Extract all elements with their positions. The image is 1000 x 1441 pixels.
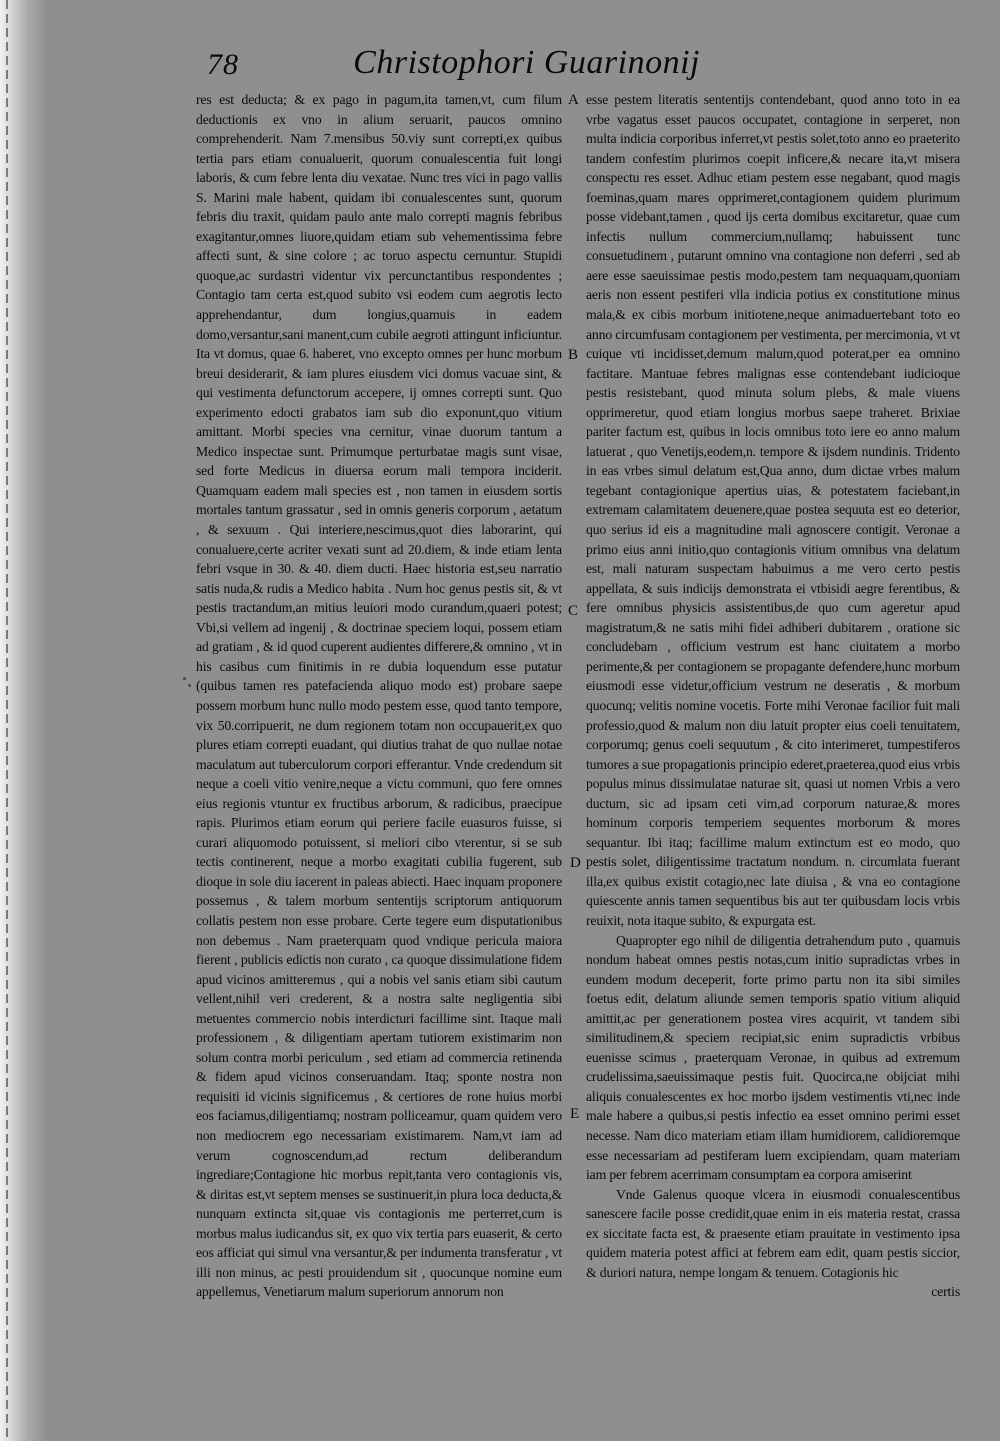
ink-fleck <box>188 684 191 687</box>
margin-marker-a: A <box>568 92 579 108</box>
right-text-column <box>586 90 960 1302</box>
catchword-line <box>586 1282 960 1302</box>
margin-marker-c: C <box>568 603 579 619</box>
left-column-paragraph: res est deducta; & ex pago in pagum,ita tamen,vt, cum filum deductionis ex vno in alium seruarit, paucos omnino comprehenderit. Nam 7.mensibus 50.viy sunt correpti,ex quibus tertia pars etiam conualuerit, quorum conualescentia fuit longi laboris, & cum febre lenta diu vexatae. Nunc tres vici in pago vallis S. Marini male habent, quidam ibi conualescentes sunt, quorum febris diu traxit, quidam paulo ante malo correpti magnis febribus exagitantur,omnes liuore,quidam etiam sub vehementissima febre affecti sunt, & sine colore ; ac toruo aspectu cernuntur. Stupidi quoque,ac surdastri videntur vix percunctantibus respondentes ; Contagio tam certa est,quod subito vsi eodem cum aegrotis lecto apprehendantur, dum longius,quamuis in eadem domo,versantur,sani manent,cum cubile aegroti attingunt inficiuntur. Ita vt domus, quae 6. haberet, vno excepto omnes per hunc morbum breui desiderarit, & iam plures eiusdem vici domus vacuae sint, & qui vestimenta defunctorum accepere, ij omnes correpti sunt. Quo experimento edocti grabatos iam sub dio exponunt,quo vitium amittant. Morbi species vna cernitur, vinae duorum tantum a Medico inspectae sunt. Primumque perturbatae magis sunt visae, sed forte Medicus in diuersa eorum mali tempora inciderit. Quamquam eadem mali species est , non tamen in eiusdem sortis mortales tantum grassatur , sed in omnis generis corporum , aetatum , & sexuum . Qui interiere,nescimus,quot dies laborarint, qui conualuere,certe acriter vexati sunt ad 20.diem, & inde etiam lenta febri vsque in 30. & 40. diem ducti. Haec historia est,seu narratio satis nuda,& rudis a Medico habita . Num hoc genus pestis sit, & vt pestis tractandum,an mitius leuiori modo curandum,quaeri potest; Vbi,si vellem ad ingenij , & doctrinae speciem loqui, possem etiam ad gratiam , & id quod cuperent audientes differere,& omnino , vt in his casibus cum finitimis in re dubia loquendum esse putatur (quibus tamen res patefacienda aliquo modo est) probare saepe possem morbum hunc nullo modo pestem esse, quod tanto tempore, vix 50.corripuerit, ne dum regionem totam non occupauerit,ex quo plures etiam correpti euadant, qui diutius trahat de quo nullae notae maculatum aut tuberculorum corpori efferantur. Vnde credendum sit neque a coeli vitio venire,neque a victu communi, quo fere omnes eius regionis vtuntur ex fructibus arborum, & radicibus, praecipue rapis. Plurimos etiam eorum qui periere facile euasuros fuisse, si curari aliquomodo potuissent, si meliori cibo vterentur, si se sub tectis continerent, neque a morbo exagitati cubilia fugerent, sub dioque in sole diu iacerent in paleas abiecti. Haec inquam proponere possemus , & talem morbum sententijs scriptorum antiquorum collatis pestem non esse probare. Certe tegere eum disputationibus non debemus . Nam praeterquam quod vndique pericula maiora fierent , publicis edictis non curato , ca quoque dissimulatione fidem apud vicinos amitteremus , qui a nobis vel sanis etiam sibi cautum vellent,nihil veri crederent, & a nostra salte negligentia sibi metuentes commercio nobis interdicturi facillime sint. Itaque mali professionem , & diligentiam apertam tutiorem existimarim non solum contra morbi periculum , sed etiam ad commercia retinenda & fidem apud vicinos conseruandam. Itaq; sponte nostra non requisiti id vicinis significemus , & certiores de rone huius morbi eos faciamus,diligentiamq; nostram polliceamur, quam quidem vero non mediocrem ego necessariam existimarem. Nam,vt iam ad verum cognoscendum,ad rectum deliberandum ingrediare;Contagione hic morbus repit,tanta vero contagionis vis, & diritas est,vt septem menses se sustinuerit,in plura loca deducta,& nunquam extincta sit,quae vis contagionis me perterret,cum is morbus malus iudicandus sit, ex quo vix tertia pars euaserit, & certo eos afficiat qui simul vna versantur,& per indumenta transferatur , vt illi non minus, ac pesti prouidendum sit , quocunque nomine eum appellemus, Venetiarum malum superiorum annorum non <box>196 92 562 1300</box>
right-column-paragraph: esse pestem literatis sententijs contendebant, quod anno toto in ea vrbe vagatus esset paucos occupatet, contagione in serperet, non multa indicia corporibus inferret,vt pestis solet,toto anno eo praeterito tandem confestim plurimos coepit inficere,& necare ita,vt misera conspectu res esset. Adhuc etiam pestem esse negabant, quod magis foeminas,quam mares opprimeret,contagionem quidem plurimum posse videbant,tamen , quod ijs certa domibus excitaretur, quae cum infectis nullum commercium,nullamq; habuissent tunc consuetudinem , putarunt omnino vna contagione non deferri , sed ab aere esse saeuissimae pestis modo,pestem tam nequaquam,quoniam aeris non essent pestiferi vlla indicia potius ex constitutione minus mala,& ex cibis morbum initiotene,neque animaduertebant toto eo anno circumfusam contagionem per vestimenta, per mercimonia, vt vt cuique vti incidisset,demum malum,quod poterat,per ea omnino factitare. Mantuae febres malignas esse contendebant iudicioque pestis resistebant, quod minuta solum plebs, & male viuens opprimeretur, quod etiam longius morbus saepe traheret. Brixiae pariter factum est, quibus in locis omnibus toto iere eo anno malum latuerat , quo Venetijs,eodem,n. tempore & ijsdem nundinis. Tridento in eas vrbes simul delatum est,Qua anno, dum dictae vrbes malum tegebant contagionique apertius uias, & potestatem faciebant,in extremam calamitatem deuenere,quae postea sequuta est eo deterior, quo serius id eis a magnitudine mali agnoscere contigit. Veronae a primo eius anni initio,quo contagionis vitium omnibus vna delatum est, mali naturam suspectam habuimus a me vero certo pestis appellata, & suis indicijs demonstrata ei vtbisidi aegre ferentibus, & fere omnibus physicis assistentibus,de quo cum ageretur apud magistratum,& ne satis mihi fidei adhiberi dubitarem , oratione sic concludebam , officium vestrum est hanc ciuitatem a morbo perimente,& per contagionem se propagante defendere,hunc morbum eiusmodi esse videtur,officium vestrum ne deseratis , & morbum quocunq; velitis nomine vocetis. Forte mihi Veronae facilior fuit mali professio,quod & malum non diu latuit propter eius coeli tenuitatem, corporumq; genus coeli sequutum , & cito interimeret, tumpestiferos tumores a sue propagationis principio ederet,praeterea,quod eius vrbis populus minus dissimulatae naturae sit, quasi ut nomen Vrbis a vero ductum, sic ad ipsam ceti vim,ad corporum naturae,& mores hominum corporis temperiem sequentes morborum & mores sequantur. Ibi itaq; facillime malum extinctum est eo modo, quo pestis solet, diligentissime tractatum nondum. n. circumlata fuerant illa,ex quibus existit cotagio,nec late diuisa , & vna eo contagione quiescente annis tamen sequentibus bis aut ter quibusdam locis vrbis reuixit, nota itaque subito, & expurgata est. <box>586 92 960 928</box>
page-number: 78 <box>207 48 239 81</box>
left-text-column <box>196 90 562 1302</box>
catchword: certis <box>931 1284 960 1300</box>
right-column-paragraph: Vnde Galenus quoque vlcera in eiusmodi conualescentibus sanescere facile posse credidit,quae enim in eis materia restat, crassa ex siccitate facta est, & praesente etiam prauitate in vestimento ipsa quidem materia potest affici at febrem eam edit, quam pestis siccior, & duriori natura, nempe longam & tenuem. Cotagionis hic <box>586 1186 960 1280</box>
margin-marker-d: D <box>570 855 581 871</box>
running-head: Christophori Guarinonij <box>353 44 700 81</box>
right-column-paragraph: Quapropter ego nihil de diligentia detrahendum puto , quamuis nondum habeat omnes pestis notas,cum initio supradictas vrbes in eundem modum deceperit, forte primo partu non ita sibi similes foetus edit, delatum aliunde semen temporis spatio vitium aliquid amittit,ac per generationem postea vires acquirit, vt tandem sibi similitudinem,& speciem recipiat,sic enim supradictis vrbibus euenisse scimus , praeterquam Veronae, in quibus ad extremum crudelissima,saeuissimaque pestis fuit. Quocirca,ne obijciat mihi aliquis conualescentes ex hoc morbo ijsdem vestimentis vti,nec inde male habere a quibus,si pestis infectio ea esset omnino perimi esset necesse. Nam dico materiam etiam illam humidiorem, calidioremque esse necessariam ad pestiferam luem excipiendam, quam materiam iam per febrem acerrimam consumptam ea corpora amiserint <box>586 932 960 1183</box>
book-binding-edge <box>0 0 48 1441</box>
margin-marker-b: B <box>568 347 579 363</box>
margin-marker-e: E <box>570 1106 580 1122</box>
ink-fleck <box>183 677 186 680</box>
